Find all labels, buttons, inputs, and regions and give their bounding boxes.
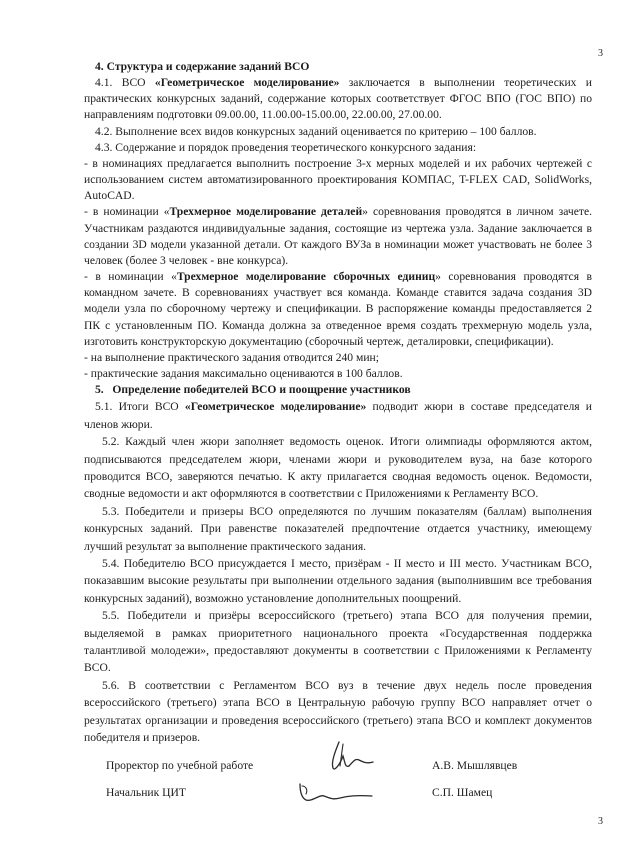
list-item: - на выполнение практического задания отводится 240 мин;	[84, 350, 379, 364]
signatory-2-title: Начальник ЦИТ	[106, 786, 186, 799]
list-item: - практические задания максимально оцениваются в 100 баллов.	[84, 366, 403, 380]
paragraph-5-3: 5.3. Победители и призеры ВСО определяются по лучшим показателям (баллам) выполнения конкурсных заданий. При равенстве показателей предпочтение отдается участнику, имеющему лучший результат за выполнение практического задания.	[84, 504, 592, 553]
handwritten-signature-2	[296, 780, 376, 808]
paragraph-4-2: 4.2. Выполнение всех видов конкурсных заданий оценивается по критерию – 100 баллов.	[95, 124, 537, 138]
paragraph-4-1: 4.1. ВСО «Геометрическое моделирование» заключается в выполнении теоретических и практических конкурсных заданий, содержание которых соответствует ФГОС ВПО (ГОС ВПО) по направлениям подготовки 09.00.00, 11.00.00-15.00.00, 22.00.00, 27.00.00.	[84, 76, 593, 122]
signatory-2-name: С.П. Шамец	[432, 786, 493, 799]
list-item: - в номинации «Трехмерное моделирование сборочных единиц» соревнования проводятся в командном зачете. В соревнованиях участвует вся команда. Команде ставится задача создания 3D модели узла по сборочному чертежу и спецификации. В распоряжение команды предоставляется 2 ПК с установленным ПО. Команда должна за отведенное время создать трехмерную модель узла, изготовить конструкторскую документацию (сборочный чертеж, деталировки, спецификации).	[84, 270, 592, 348]
paragraph-5-4: 5.4. Победителю ВСО присуждается I место, призёрам - II место и III место. Участникам ВСО, показавшим высокие результаты при выполнении отдельного задания (выполнившим все требования конкурсных заданий), возможно установление дополнительных поощрений.	[84, 556, 592, 605]
paragraph-4-3: 4.3. Содержание и порядок проведения теоретического конкурсного задания:	[95, 140, 477, 154]
section-5-heading: 5. Определение победителей ВСО и поощрение участников	[95, 383, 411, 397]
section-4-heading: 4. Структура и содержание заданий ВСО	[95, 60, 310, 73]
paragraph-5-2: 5.2. Каждый член жюри заполняет ведомость оценок. Итоги олимпиады оформляются актом, подписываются председателем жюри, членами жюри и руководителем вуза, на базе которого проводится ВСО, заверяются печатью. К акту прилагается сводная ведомость оценок. Ведомости, сводные ведомости и акт оформляются в соответствии с Приложениями к Регламенту ВСО.	[84, 435, 592, 501]
paragraph-5-6: 5.6. В соответствии с Регламентом ВСО вуз в течение двух недель после проведения всероссийского (третьего) этапа ВСО в Центральную рабочую группу ВСО направляет отчет о результатах организации и проведения всероссийского (третьего) этапа ВСО и комплект документов победителя и призеров.	[84, 678, 592, 744]
paragraph-5-5: 5.5. Победители и призёры всероссийского (третьего) этапа ВСО для получения премии, выделяемой в рамках приоритетного национального проекта «Государственная поддержка талантливой молодежи», предоставляют документы в соответствии с Приложениями к Регламенту ВСО.	[84, 609, 592, 675]
handwritten-signature-1	[325, 738, 377, 776]
signatory-1-title: Проректор по учебной работе	[106, 759, 254, 772]
list-item: - в номинации «Трехмерное моделирование деталей» соревнования проводятся в личном зачете. Участникам раздаются индивидуальные задания, состоящие из чертежа узла. Задание заключается в создании 3D модели указанной детали. От каждого ВУЗа в номинации может участвовать не более 3 человек (более 3 человек - вне конкурса).	[84, 205, 592, 267]
list-item: - в номинациях предлагается выполнить построение 3-х мерных моделей и их рабочих чертежей с использованием систем автоматизированного проектирования КОМПАС, T-FLEX CAD, SolidWorks, AutoCAD.	[84, 156, 592, 203]
page-number-top: 3	[598, 48, 603, 59]
signatory-1-name: А.В. Мышлявцев	[432, 759, 518, 772]
paragraph-5-1: 5.1. Итоги ВСО «Геометрическое моделирование» подводит жюри в составе председателя и членов жюри.	[84, 400, 593, 431]
page-number-bottom: 3	[598, 816, 603, 827]
document-body	[84, 59, 592, 746]
